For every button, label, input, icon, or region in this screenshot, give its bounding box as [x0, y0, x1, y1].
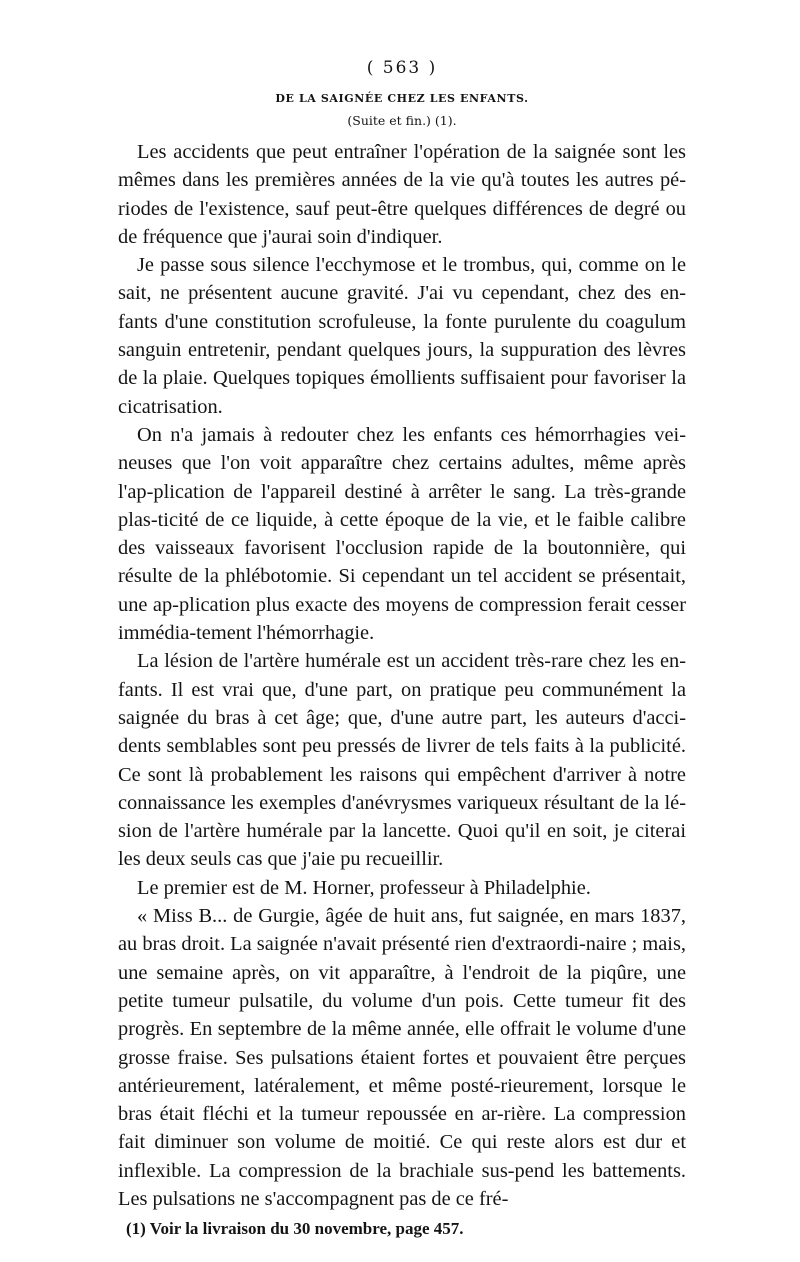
footnote: (1) Voir la livraison du 30 novembre, page 457. [126, 1219, 464, 1239]
article-title: DE LA SAIGNÉE CHEZ LES ENFANTS. [275, 92, 529, 105]
article-body [118, 138, 686, 1213]
paragraph: Je passe sous silence l'ecchymose et le trombus, qui, comme on le sait, ne présentent aucune gravité. J'ai vu cependant, chez des en-fants d'une constitution scrofuleuse, la fonte purulente du coagulum sanguin entretenir, pendant quelques jours, la suppuration des lèvres de la plaie. Quelques topiques émollients suffisaient pour favoriser la cicatrisation. [118, 254, 686, 418]
paragraph: Le premier est de M. Horner, professeur à Philadelphie. [137, 876, 591, 899]
paragraph: « Miss B... de Gurgie, âgée de huit ans, fut saignée, en mars 1837, au bras droit. La saignée n'avait présenté rien d'extraordi-naire ; mais, une semaine après, on vit apparaître, à l'endroit de la piqûre, une petite tumeur pulsatile, du volume d'un pois. Cette tumeur fit des progrès. En septembre de la même année, elle offrait le volume d'une grosse fraise. Ses pulsations étaient fortes et pouvaient être perçues antérieurement, latéralement, et même posté-rieurement, lorsque le bras était fléchi et la tumeur repoussée en ar-rière. La compression fait diminuer son volume de moitié. Ce qui reste alors est dur et inflexible. La compression de la brachiale sus-pend les battements. Les pulsations ne s'accompagnent pas de ce fré- [118, 905, 686, 1210]
paragraph: La lésion de l'artère humérale est un accident très-rare chez les en-fants. Il est vrai que, d'une part, on pratique peu communément la saignée du bras à cet âge; que, d'une autre part, les auteurs d'acci-dents semblables sont peu pressés de livrer de tels faits à la publicité. Ce sont là probablement les raisons qui empêchent d'arriver à notre connaissance les exemples d'anévrysmes variqueux résultant de la lé-sion de l'artère humérale par la lancette. Quoi qu'il en soit, je citerai les deux seuls cas que j'aie pu recueillir. [118, 650, 686, 871]
book-page [118, 58, 686, 1239]
page-number: ( 563 ) [366, 58, 438, 78]
paragraph: On n'a jamais à redouter chez les enfants ces hémorrhagies vei-neuses que l'on voit apparaître chez certains adultes, même après l'ap-plication de l'appareil destiné à arrêter le sang. La très-grande plas-ticité de ce liquide, à cette époque de la vie, et le faible calibre des vaisseaux favorisent l'occlusion rapide de la boutonnière, qui résulte de la phlébotomie. Si cependant un tel accident se présentait, une ap-plication plus exacte des moyens de compression ferait cesser immédia-tement l'hémorrhagie. [118, 423, 686, 645]
paragraph: Les accidents que peut entraîner l'opération de la saignée sont les mêmes dans les premières années de la vie qu'à toutes les autres pé-riodes de l'existence, sauf peut-être quelques différences de degré ou de fréquence que j'aurai soin d'indiquer. [118, 141, 686, 248]
article-subtitle: (Suite et fin.) (1). [347, 113, 457, 128]
